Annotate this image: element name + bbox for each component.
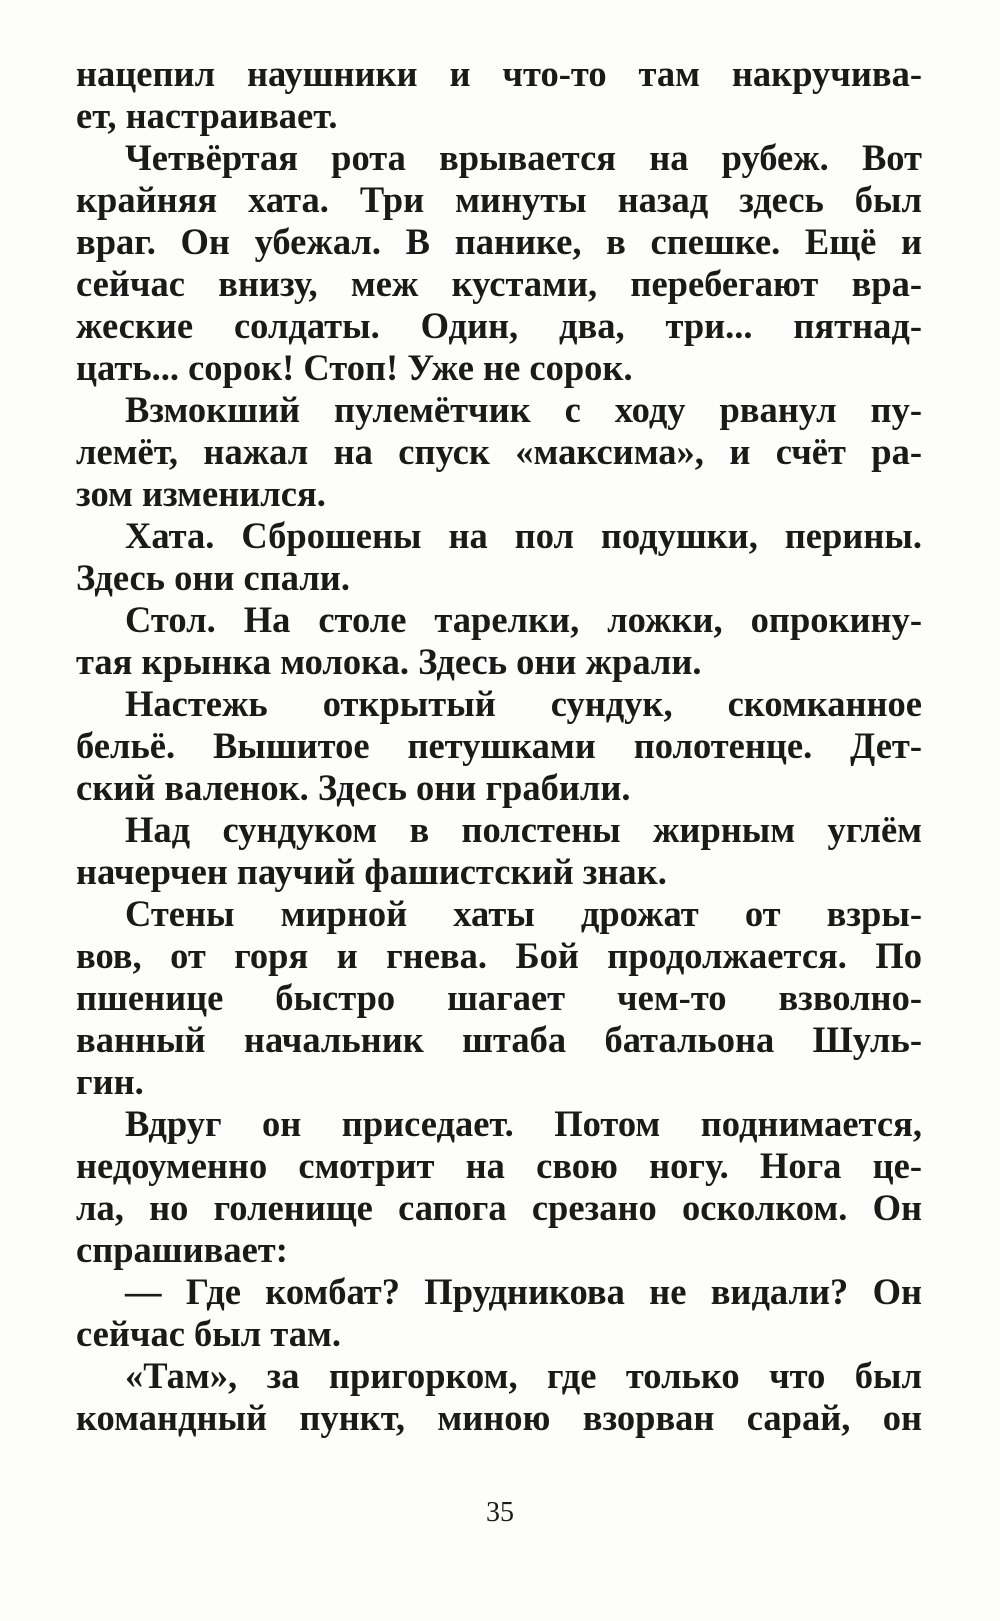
text-line: Стол. На столе тарелки, ложки, опрокину- (125, 599, 922, 640)
text-line: Стены мирной хаты дрожат от взры- (125, 893, 922, 934)
body-text (76, 53, 922, 1439)
text-line: зом изменился. (76, 473, 326, 514)
paragraph (76, 599, 922, 683)
text-line: — Где комбат? Прудникова не видали? Он (125, 1271, 922, 1312)
text-line: лемёт, нажал на спуск «максима», и счёт ра- (76, 431, 922, 472)
text-line: Четвёртая рота врывается на рубеж. Вот (125, 137, 922, 178)
text-line: Хата. Сброшены на пол подушки, перины. (125, 515, 922, 556)
paragraph (76, 515, 922, 599)
text-line: вов, от горя и гнева. Бой продолжается. По (76, 935, 922, 976)
text-line: жеские солдаты. Один, два, три... пятнад- (76, 305, 922, 346)
page-number: 35 (486, 1497, 514, 1528)
text-line: гин. (76, 1061, 144, 1102)
text-line: ский валенок. Здесь они грабили. (76, 767, 631, 808)
paragraph (76, 1271, 922, 1355)
paragraph (76, 1103, 922, 1271)
text-line: тая крынка молока. Здесь они жрали. (76, 641, 702, 682)
paragraph (76, 893, 922, 1103)
text-line: Настежь открытый сундук, скомканное (125, 683, 922, 724)
text-line: спрашивает: (76, 1229, 288, 1270)
text-line: «Там», за пригорком, где только что был (125, 1355, 922, 1396)
text-line: Вдруг он приседает. Потом поднимается, (125, 1103, 922, 1144)
text-line: Взмокший пулемётчик с ходу рванул пу- (125, 389, 922, 430)
text-line: пшенице быстро шагает чем-то взволно- (76, 977, 922, 1018)
text-line: недоуменно смотрит на свою ногу. Нога це- (76, 1145, 922, 1186)
text-line: враг. Он убежал. В панике, в спешке. Ещё и (76, 221, 922, 262)
text-line: Над сундуком в полстены жирным углём (125, 809, 922, 850)
text-line: Здесь они спали. (76, 557, 350, 598)
text-line: ванный начальник штаба батальона Шуль- (76, 1019, 922, 1060)
text-line: начерчен паучий фашистский знак. (76, 851, 667, 892)
paragraph (76, 1355, 922, 1439)
text-line: нацепил наушники и что-то там накручива- (76, 53, 922, 94)
text-line: сейчас внизу, меж кустами, перебегают вра- (76, 263, 922, 304)
text-line: ет, настраивает. (76, 95, 338, 136)
paragraph (76, 809, 922, 893)
paragraph (76, 389, 922, 515)
paragraph (76, 137, 922, 389)
paragraph (76, 683, 922, 809)
text-line: командный пункт, миною взорван сарай, он (76, 1397, 922, 1438)
paragraph (76, 53, 922, 137)
text-line: сейчас был там. (76, 1313, 341, 1354)
text-line: бельё. Вышитое петушками полотенце. Дет- (76, 725, 922, 766)
text-line: ла, но голенище сапога срезано осколком. Он (76, 1187, 922, 1228)
text-line: цать... сорок! Стоп! Уже не сорок. (76, 347, 633, 388)
text-line: крайняя хата. Три минуты назад здесь был (76, 179, 922, 220)
